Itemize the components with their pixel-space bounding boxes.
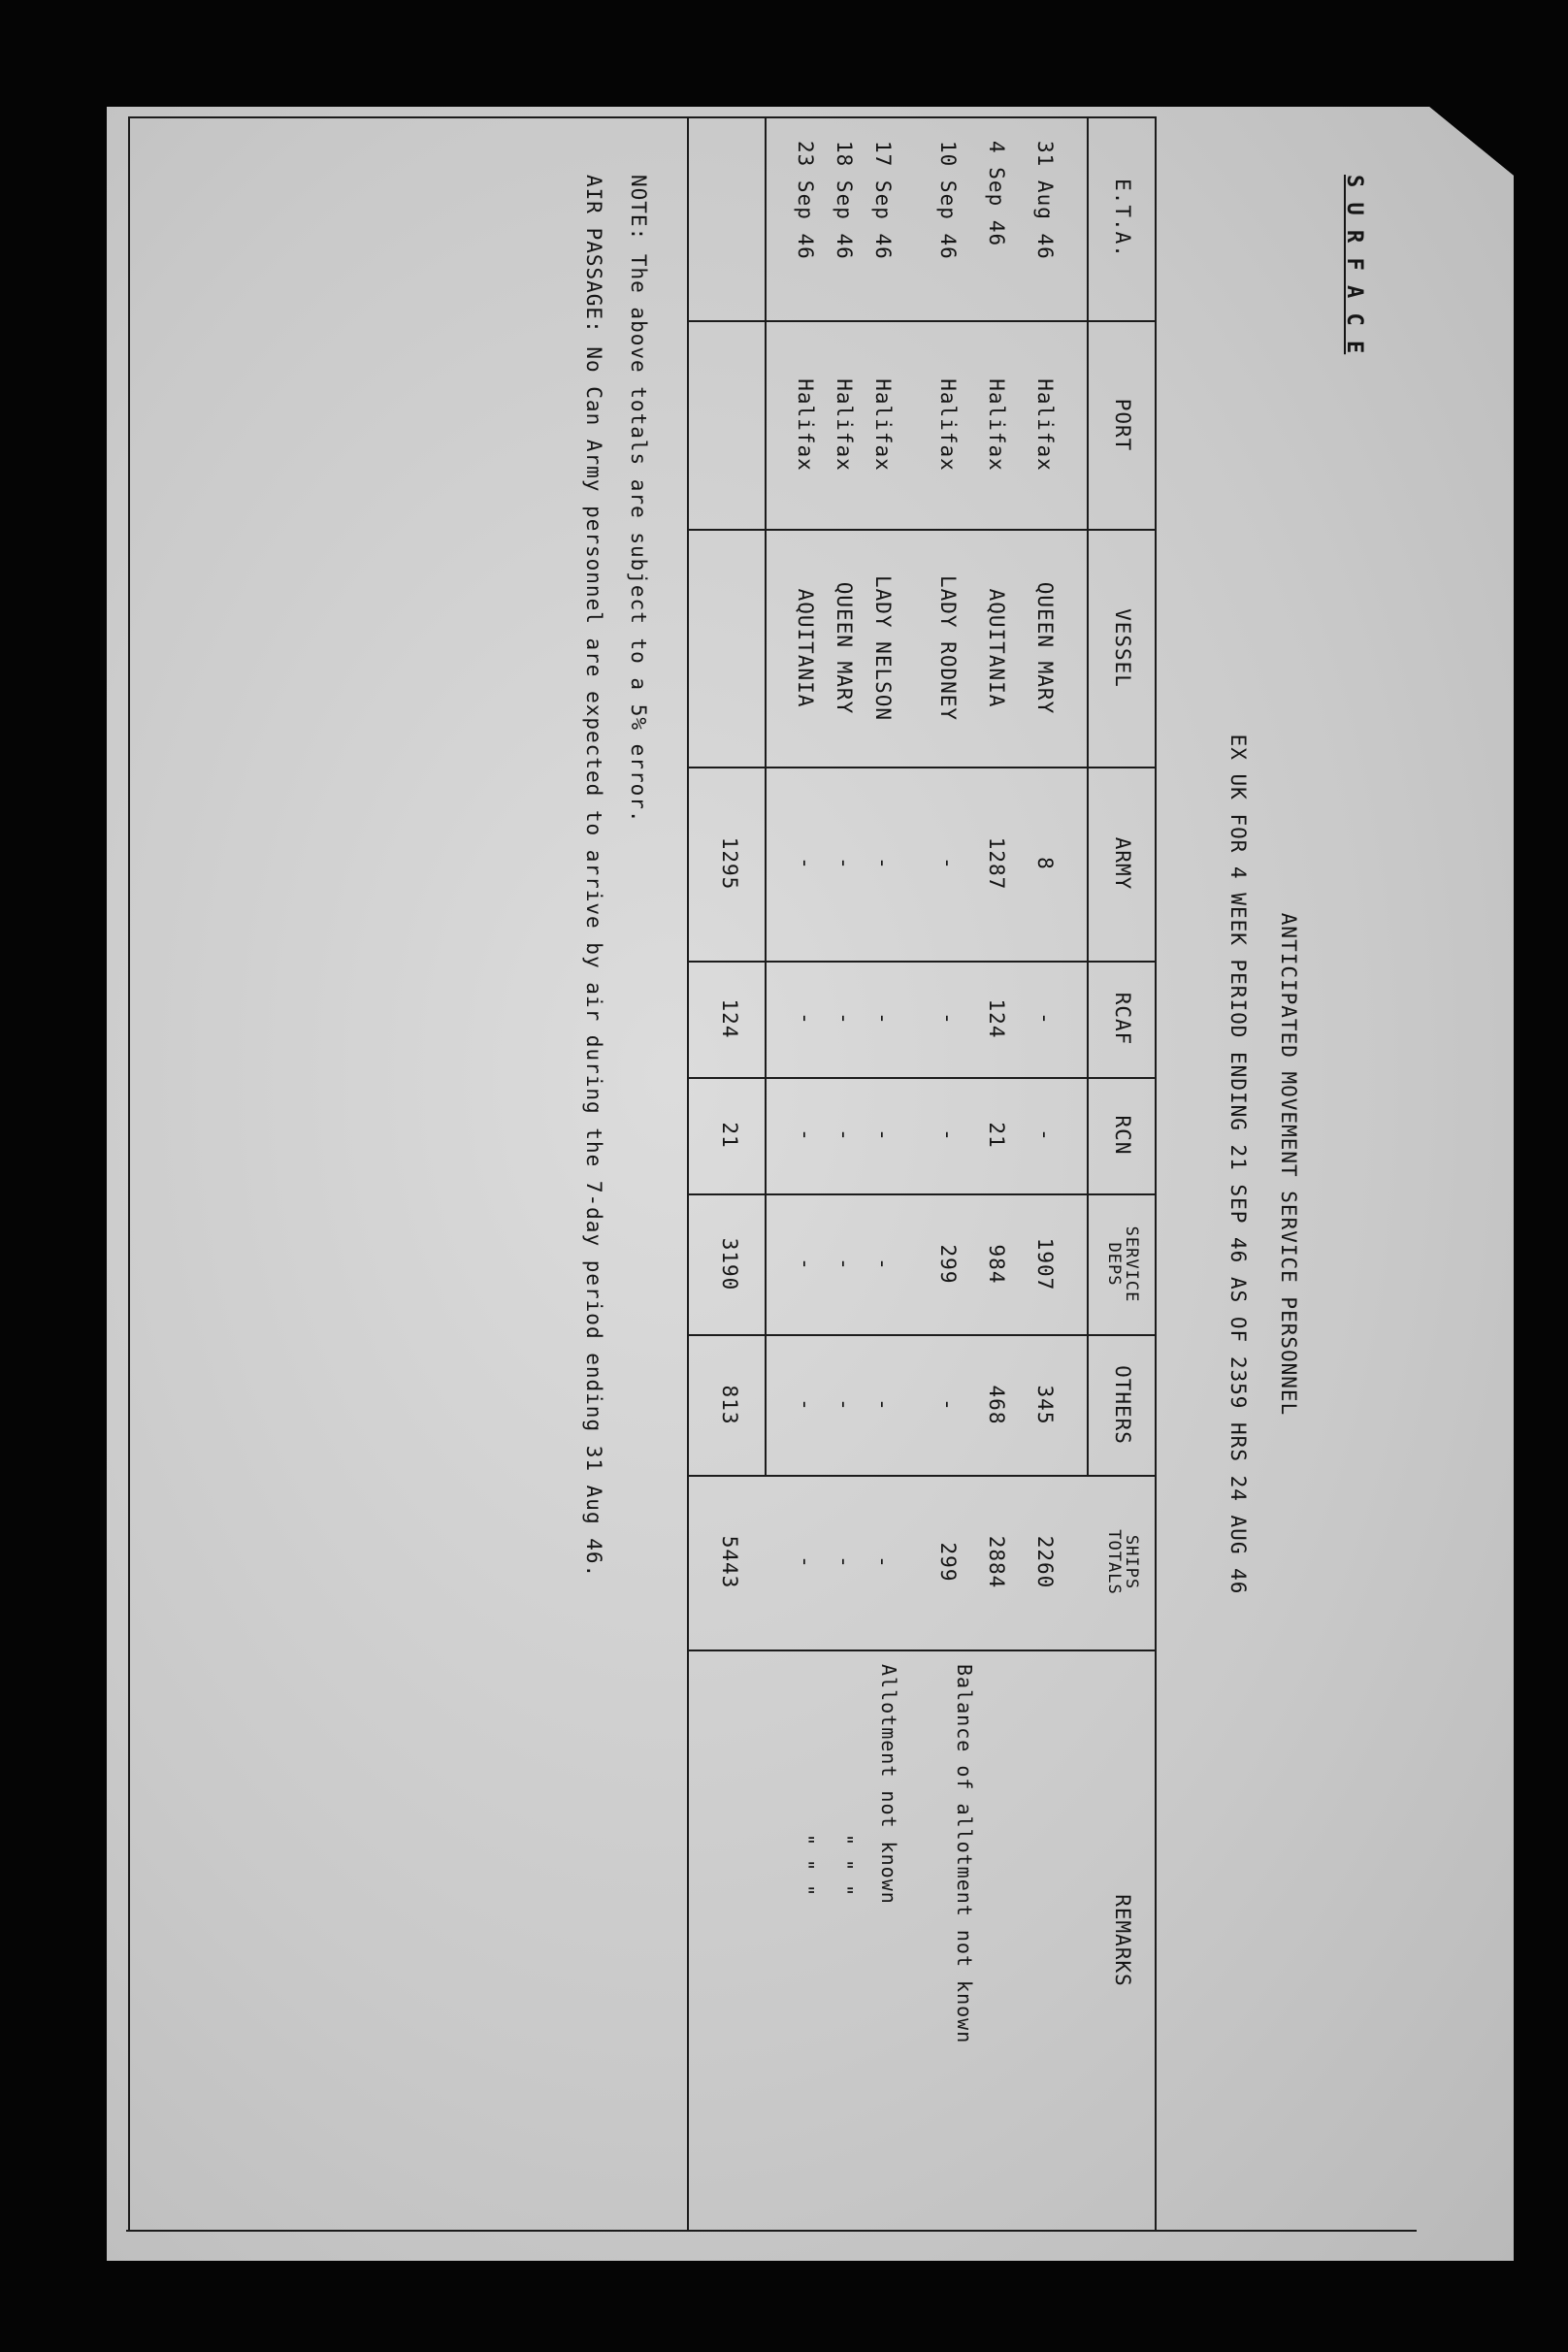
remark-row-4: Allotment not known <box>877 1664 900 1905</box>
cell-army: - <box>794 857 817 870</box>
col-divider <box>689 1475 1157 1477</box>
cell-vessel: LADY NELSON <box>871 574 895 722</box>
cell-rcn: - <box>871 1128 895 1142</box>
cell-service-deps: - <box>833 1258 856 1271</box>
cell-port: Halifax <box>833 378 856 472</box>
cell-eta: 31 Aug 46 <box>1033 141 1057 260</box>
col-divider <box>689 1077 1157 1079</box>
cell-eta: 10 Sep 46 <box>936 141 960 260</box>
cell-rcn: - <box>794 1128 817 1142</box>
cell-rcaf: - <box>794 1012 817 1026</box>
cell-ships-totals: - <box>871 1555 895 1569</box>
header-others: OTHERS <box>1111 1365 1134 1445</box>
cell-service-deps: 299 <box>936 1244 960 1285</box>
header-port: PORT <box>1111 398 1134 452</box>
cell-service-deps: 984 <box>985 1244 1008 1285</box>
col-divider <box>689 961 1157 963</box>
remark-row-5: " " " <box>833 1834 857 1898</box>
section-heading: S U R F A C E <box>1342 175 1366 355</box>
cell-service-deps: - <box>794 1258 817 1271</box>
cell-rcn: - <box>1033 1128 1057 1142</box>
header-vessel: VESSEL <box>1111 608 1134 688</box>
cell-ships-totals: - <box>833 1555 856 1569</box>
header-service-deps: SERVICE DEPS <box>1104 1225 1141 1303</box>
header-ships-totals: SHIPS TOTALS <box>1104 1529 1141 1595</box>
cell-others: - <box>871 1398 895 1412</box>
cell-eta: 17 Sep 46 <box>871 141 895 260</box>
cell-service-deps: 1907 <box>1033 1237 1057 1291</box>
typed-sheet <box>126 116 1417 2232</box>
cell-others: 468 <box>985 1385 1008 1425</box>
frame-left-rule <box>130 116 1157 118</box>
cell-eta: 4 Sep 46 <box>985 141 1008 247</box>
cell-army: 8 <box>1033 857 1057 870</box>
col-divider <box>689 767 1157 768</box>
col-divider <box>689 1334 1157 1336</box>
cell-army: - <box>833 857 856 870</box>
total-rcaf: 124 <box>718 998 741 1039</box>
document-title: ANTICIPATED MOVEMENT SERVICE PERSONNEL <box>1277 912 1300 1417</box>
header-rcaf: RCAF <box>1111 992 1134 1046</box>
cell-rcn: - <box>833 1128 856 1142</box>
total-rcn: 21 <box>718 1122 741 1149</box>
cell-ships-totals: 299 <box>936 1542 960 1583</box>
header-army: ARMY <box>1111 836 1134 891</box>
cell-army: - <box>871 857 895 870</box>
cell-others: 345 <box>1033 1385 1057 1425</box>
cell-rcaf: - <box>871 1012 895 1026</box>
cell-port: Halifax <box>871 378 895 472</box>
cell-army: - <box>936 857 960 870</box>
cell-vessel: AQUITANIA <box>985 588 1008 708</box>
table-top-rule <box>1155 116 1157 2232</box>
frame-right-rule <box>126 2230 1417 2232</box>
cell-port: Halifax <box>794 378 817 472</box>
cell-ships-totals: 2260 <box>1033 1535 1057 1589</box>
total-service-deps: 3190 <box>718 1237 741 1291</box>
header-rcn: RCN <box>1111 1115 1134 1156</box>
table-bottom-rule <box>687 116 689 2232</box>
frame-bottom-rule <box>128 116 130 2232</box>
remark-row-6: " " " <box>795 1834 818 1898</box>
header-eta: E.T.A. <box>1111 179 1134 258</box>
cell-vessel: QUEEN MARY <box>1033 581 1057 715</box>
col-divider <box>689 1193 1157 1195</box>
cell-service-deps: - <box>871 1258 895 1271</box>
cell-vessel: AQUITANIA <box>794 588 817 708</box>
cell-rcaf: - <box>833 1012 856 1026</box>
cell-others: - <box>833 1398 856 1412</box>
cell-others: - <box>936 1398 960 1412</box>
air-passage-text: AIR PASSAGE: No Can Army personnel are expected to arrive by air during the 7-day period ending 31 Aug 46. <box>582 175 605 1579</box>
cell-ships-totals: 2884 <box>985 1535 1008 1589</box>
cell-port: Halifax <box>936 378 960 472</box>
cell-port: Halifax <box>1033 378 1057 472</box>
total-ships-totals: 5443 <box>718 1535 741 1589</box>
col-divider <box>689 529 1157 531</box>
cell-rcaf: - <box>1033 1012 1057 1026</box>
document-subtitle: EX UK FOR 4 WEEK PERIOD ENDING 21 SEP 46 AS OF 2359 HRS 24 AUG 46 <box>1226 734 1250 1595</box>
cell-army: 1287 <box>985 836 1008 891</box>
header-remarks: REMARKS <box>1111 1894 1134 1987</box>
note-text: NOTE: The above totals are subject to a 5% error. <box>627 175 650 824</box>
total-others: 813 <box>718 1385 741 1425</box>
cell-eta: 23 Sep 46 <box>794 141 817 260</box>
cell-ships-totals: - <box>794 1555 817 1569</box>
cell-others: - <box>794 1398 817 1412</box>
cell-rcaf: - <box>936 1012 960 1026</box>
cell-vessel: LADY RODNEY <box>936 574 960 722</box>
remark-row-3: Balance of allotment not known <box>953 1664 976 2044</box>
col-divider <box>689 1650 1157 1651</box>
cell-port: Halifax <box>985 378 1008 472</box>
cell-rcn: 21 <box>985 1122 1008 1149</box>
cell-rcaf: 124 <box>985 998 1008 1039</box>
col-divider <box>689 320 1157 322</box>
cell-vessel: QUEEN MARY <box>833 581 856 715</box>
total-army: 1295 <box>718 836 741 891</box>
cell-eta: 18 Sep 46 <box>833 141 856 260</box>
cell-rcn: - <box>936 1128 960 1142</box>
